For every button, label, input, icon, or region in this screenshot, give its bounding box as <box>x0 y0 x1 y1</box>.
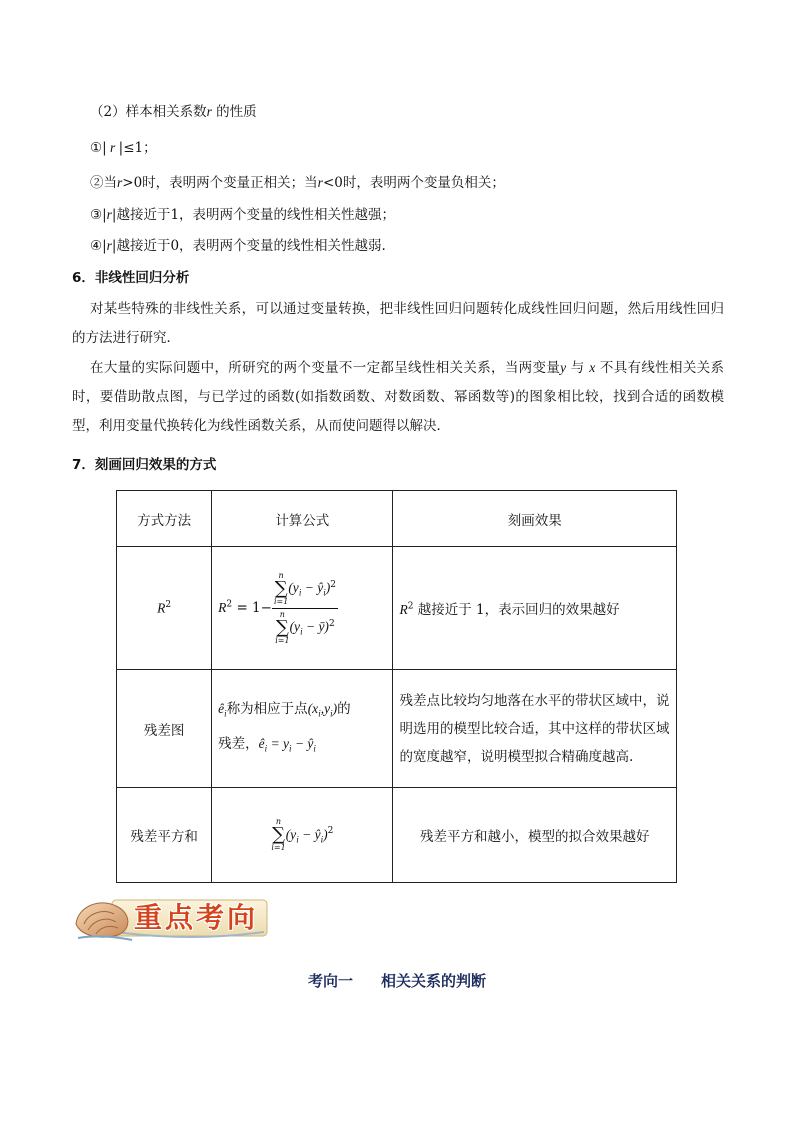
fraction-numerator: n ∑ i=1 ($y_i$ − $ŷ_i)^2$ <box>272 572 338 609</box>
property-4 <box>90 236 386 256</box>
text: ③| <box>90 207 107 223</box>
sum-symbol: n ∑ i=1 <box>271 817 286 852</box>
subheading-r-properties <box>90 102 257 122</box>
fraction-denominator: n ∑ i=1 ($y_i$ − ȳ)$^2$ <box>275 609 335 645</box>
formula-cell <box>212 547 393 670</box>
text: 称为相应于点 <box>226 700 308 717</box>
key-direction-banner <box>72 894 272 942</box>
var-r: r <box>106 140 119 155</box>
text: ②当 <box>90 175 117 191</box>
text: ①| <box>90 140 107 156</box>
heading-regression-effect: 7．刻画回归效果的方式 <box>72 457 217 473</box>
text: i=1 <box>275 635 290 645</box>
section-title <box>0 970 794 991</box>
var-r: r <box>106 207 112 222</box>
formula-cell: n ∑ i=1 ($y_i$ − $ŷ_i)^2$ <box>212 788 393 883</box>
property-3 <box>90 205 395 225</box>
text: 的性质 <box>211 104 257 120</box>
section-name: 相关关系的判断 <box>381 972 487 990</box>
header-cell: 方式方法 <box>117 491 212 547</box>
text: n <box>279 609 285 619</box>
var-r: r <box>117 175 123 190</box>
var-r: r <box>106 238 112 253</box>
text: |越接近于1，表明两个变量的线性相关性越强； <box>111 207 396 223</box>
text: R <box>399 602 408 617</box>
text: 2 <box>407 601 414 612</box>
text: ④| <box>90 238 107 254</box>
text: 不具有线性相关关系时，要借助散点图，与已学过的函数(如指数函数、对数函数、幂函数等)的图象相比较，找到合适的函数模型，利用变量代换转化为线性函数关系，从而使问题得以解决． <box>72 360 724 434</box>
header-cell: 计算公式 <box>212 491 393 547</box>
text: >0时，表明两个变量正相关；当 <box>122 175 318 191</box>
effect-cell: 残差平方和越小，模型的拟合效果越好 <box>393 788 677 883</box>
r-squared-fraction <box>272 572 338 645</box>
table-header-row <box>117 491 677 547</box>
sum-symbol: n ∑ i=1 <box>275 609 290 645</box>
text: n <box>275 817 282 826</box>
text: 的 <box>337 700 351 717</box>
text: i=1 <box>271 843 286 852</box>
text: 2 <box>165 599 172 610</box>
paragraph-nonlinear-2 <box>72 353 724 441</box>
regression-effect-table <box>116 490 677 883</box>
effect-cell: 残差点比较均匀地落在水平的带状区域中，说明选用的模型比较合适，其中这样的带状区域的宽度越窄，说明模型拟合精确度越高. <box>393 670 677 788</box>
text: R <box>218 599 227 615</box>
paragraph-nonlinear-1: 对某些特殊的非线性关系，可以通过变量转换，把非线性回归问题转化成线性回归问题，然后用线性回归的方法进行研究． <box>72 301 724 346</box>
table-row <box>117 788 677 883</box>
heading-nonlinear-regression: 6．非线性回归分析 <box>72 270 190 286</box>
table-row <box>117 547 677 670</box>
property-1 <box>90 138 157 158</box>
formula-cell: $ê_i$称为相应于点$(x_i,y_i)$的 残差，$ê_i = y_i$ − $ŷ_i$ <box>212 670 393 788</box>
text: <0时，表明两个变量负相关； <box>322 175 505 191</box>
text: |越接近于0，表明两个变量的线性相关性越弱. <box>111 238 386 254</box>
var-r: r <box>206 104 212 119</box>
text: 残差， <box>218 735 259 752</box>
var-x: x <box>589 360 596 375</box>
table-row <box>117 670 677 788</box>
text: 越接近于 1，表示回归的效果越好 <box>413 602 620 618</box>
text: 2 <box>226 599 233 609</box>
text: = 1− <box>232 599 272 616</box>
text: i=1 <box>273 596 289 606</box>
var-y: y <box>560 360 567 375</box>
var-r: r <box>317 175 323 190</box>
text: R <box>157 600 166 616</box>
text: 与 <box>566 360 590 376</box>
text: （2）样本相关系数 <box>90 104 207 120</box>
effect-cell <box>393 547 677 670</box>
section-number: 考向一 <box>307 972 353 990</box>
method-cell <box>117 547 212 670</box>
method-cell: 残差平方和 <box>117 788 212 883</box>
header-cell: 刻画效果 <box>393 491 677 547</box>
text: |≤1； <box>118 140 157 156</box>
text: n <box>278 570 284 580</box>
property-2 <box>90 173 505 193</box>
sum-symbol: n ∑ i=1 <box>273 570 289 606</box>
text: 在大量的实际问题中，所研究的两个变量不一定都呈线性相关关系，当两变量 <box>90 360 561 376</box>
method-cell: 残差图 <box>117 670 212 788</box>
banner-label: 重点考向 <box>134 901 259 934</box>
